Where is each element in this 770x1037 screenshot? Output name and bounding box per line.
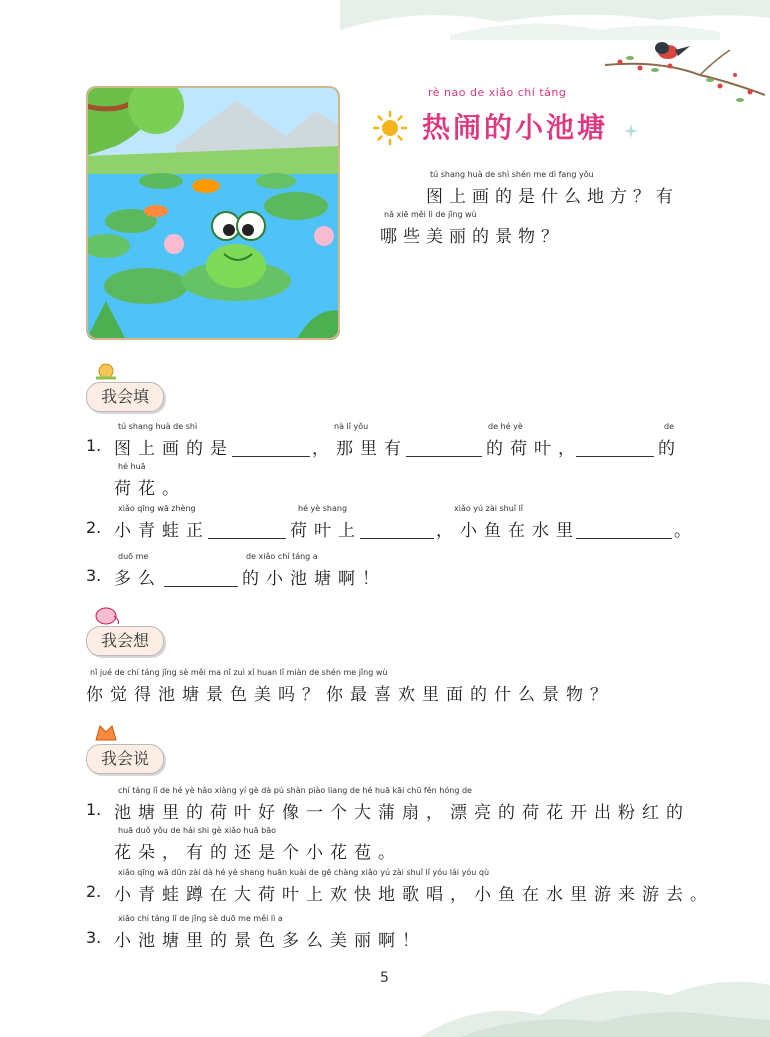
fill-blank-2b[interactable]	[360, 520, 434, 539]
intro-text-1: 图上画的是什么地方？有	[426, 187, 679, 207]
elephant-icon	[92, 604, 122, 626]
intro-text-2: 哪些美丽的景物？	[380, 227, 564, 247]
bird-branch-icon	[600, 20, 770, 120]
title-pinyin: rè nao de xiǎo chí táng	[428, 86, 567, 99]
sun-icon	[372, 110, 408, 146]
say-item-2: 2. xiǎo qīng wā dūn zài dà hé yè shang huān kuài de gē chàng xiǎo yú zài shuǐ lǐ yóu lái yóu qù 小青蛙蹲在大荷叶上欢快地歌唱，小鱼在水里游来游去。	[86, 868, 714, 905]
intro-pinyin-1: tú shang huà de shì shén me dì fang yǒu	[430, 170, 594, 179]
fox-icon	[92, 722, 122, 744]
pond-illustration	[86, 86, 340, 340]
say-item-3: 3. xiǎo chí táng lǐ de jǐng sè duō me měi lì a 小池塘里的景色多么美丽啊！	[86, 914, 426, 951]
fill-item-3: 3. duō me 多么 de xiǎo chí táng a 的小池塘啊！	[86, 552, 386, 589]
fill-item-1: 1. tú shang huà de shì 图上画的是 nà lǐ yǒu ，那里有 de hé yè 的荷叶， de 的 hé huā 荷花。	[86, 422, 682, 499]
section-label-say: 我会说	[86, 744, 164, 774]
fill-blank-3a[interactable]	[164, 568, 238, 587]
landscape-decoration-bottom	[420, 940, 770, 1037]
fill-blank-1b[interactable]	[406, 438, 482, 457]
fill-blank-2c[interactable]	[576, 520, 672, 539]
fill-blank-1a[interactable]	[232, 438, 310, 457]
section-label-fill: 我会填	[86, 382, 164, 412]
intro-pinyin-2: nǎ xiē měi lì de jǐng wù	[384, 210, 477, 219]
say-item-1: 1. chí táng lǐ de hé yè hǎo xiàng yí gè dà pú shàn piào liang de hé huā kāi chū fěn hóng de 池塘里的荷叶好像一个大蒲扇，漂亮的荷花开出粉红的 huā duǒ yǒu de hái shi gè xiǎo huā bāo 花朵，有的还是个小花苞。	[86, 786, 690, 863]
fill-blank-1c[interactable]	[576, 438, 654, 457]
section-label-think: 我会想	[86, 626, 164, 656]
fill-blank-2a[interactable]	[208, 520, 286, 539]
fill-item-2: 2. xiǎo qīng wā zhèng 小青蛙正 hé yè shang 荷叶上 xiǎo yú zài shuǐ lǐ ，小鱼在水里 。	[86, 504, 698, 541]
intro-question	[380, 170, 680, 250]
page-number: 5	[380, 970, 389, 986]
sparkle-icon	[624, 124, 638, 138]
think-question: nǐ jué de chí táng jǐng sè měi ma nǐ zuì xǐ huan lǐ miàn de shén me jǐng wù 你觉得池塘景色美吗？你最喜欢里面的什么景物？	[86, 668, 614, 705]
page-title: 热闹的小池塘	[422, 111, 609, 144]
snail-icon	[94, 360, 118, 380]
